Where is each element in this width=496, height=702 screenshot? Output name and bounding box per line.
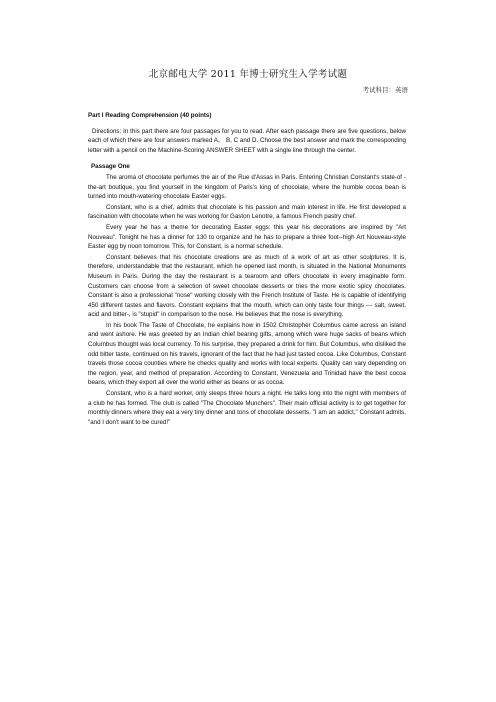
- body-paragraph: Constant believes that his chocolate creations are as much of a work of art as other sculptures. It is, therefore, understandable that the restaurant, which he opened last month, is situated in the National Monuments Museum in Paris. During the day the restaurant is a tearoom and offers chocolate in every imaginable form. Customers can choose from a selection of sweet chocolate desserts or tries the more exotic spicy chocolates. Constant is also a professional "nose" working closely with the French Institute of Taste. He is capable of identifying 450 different tastes and flavors. Constant explains that the mouth, which can only taste four things --- salt, sweet, acid and bitter-, is "stupid" in comparison to the nose. He believes that the nose is everything.: [88, 253, 406, 319]
- body-paragraph: In his book The Taste of Chocolate, he explains how in 1502 Christopher Columbus came across an island and went ashore. He was greeted by an Indian chief bearing gifts, among which were huge sacks of beans which Columbus thought was local currency. To his surprise, they prepared a drink for him. But Columbus, who disliked the odd bitter taste, continued on his travels, ignorant of the fact that he had just tasted cocoa. Like Columbus, Constant travels those cocoa counties where he checks quality and works with local experts. Quality can vary depending on the region, year, and method of preparation. According to Constant, Venezuela and Trinidad have the best cocoa beans, which they export all over the world either as beans or as cocoa.: [88, 321, 406, 387]
- body-paragraph: The aroma of chocolate perfumes the air of the Rue d'Assas in Paris. Entering Christian Constant's state-of -the-art boutique, you find yourself in the kingdom of Paris's king of chocolate, where the humble cocoa bean is turned into mouth-watering chocolate Easter eggs.: [88, 173, 406, 201]
- directions-paragraph: Directions: In this part there are four passages for you to read. After each passage there are five questions, below each of which there are four answers marked A， B, C and D. Choose the best answer and mark the corresponding letter with a pencil on the Machine-Scoring ANSWER SHEET with a single line through the center.: [88, 127, 406, 154]
- exam-subject: 考试科目：英语: [362, 86, 408, 94]
- document-body: [88, 111, 406, 428]
- passage-heading: Passage One: [91, 163, 130, 171]
- body-paragraph: Constant, who is a chef, admits that chocolate is his passion and main interest in life. He first developed a fascination with chocolate when he was working for Gaston Lenotre, a famous French pastry chef.: [88, 203, 406, 221]
- part-heading: Part I Reading Comprehension (40 points): [88, 112, 212, 119]
- exam-title: 北京邮电大学 2011 年博士研究生入学考试题: [148, 69, 348, 80]
- body-paragraph: Every year he has a theme for decorating Easter eggs: this year his decorations are inspired by "Art Nouveau". Tonight he has a dinner for 130 to organize and he has to prepare a three foot--high Art Nouveau-style Easter egg by noon tomorrow. This, for Constant, is a normal schedule.: [88, 223, 406, 251]
- body-paragraph: Constant, who is a hard worker, only sleeps three hours a night. He talks long into the night with members of a club he has formed. The club is called "The Chocolate Munchers". Their main official activity is to get together for monthly dinners where they eat a very tiny dinner and tons of chocolate desserts. "I am an addict," Constant admits, "and I don't want to be cured!": [88, 390, 406, 426]
